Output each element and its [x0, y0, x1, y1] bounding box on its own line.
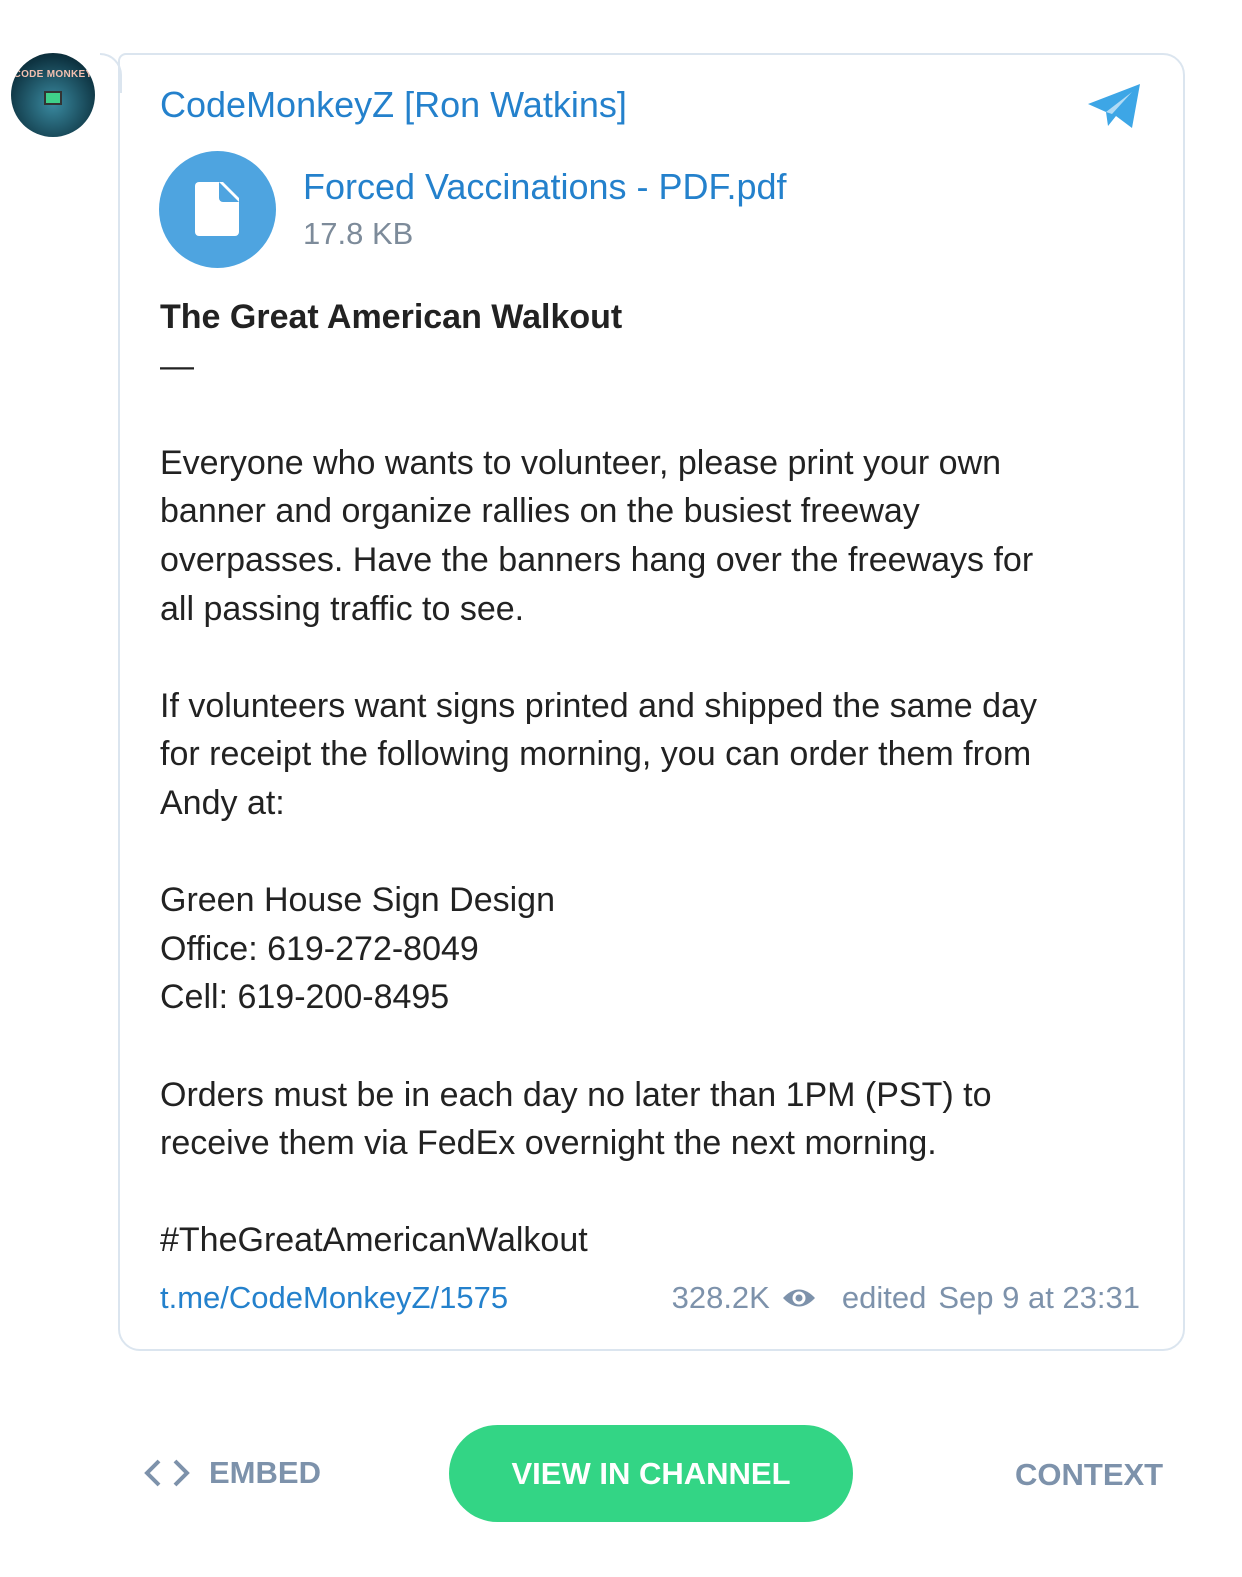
message-title: The Great American Walkout	[160, 298, 623, 336]
embed-label: EMBED	[209, 1455, 321, 1490]
text-line: Office: 619-272-8049	[160, 929, 479, 968]
message-paragraph	[160, 876, 1160, 1022]
message-paragraph	[160, 439, 1160, 633]
telegram-logo-icon[interactable]	[1086, 82, 1144, 132]
file-download-button[interactable]	[159, 151, 276, 268]
action-bar	[0, 1425, 1242, 1522]
post-link[interactable]: t.me/CodeMonkeyZ/1575	[160, 1280, 509, 1315]
edited-label: edited	[841, 1280, 927, 1315]
text-line: Cell: 619-200-8495	[160, 978, 450, 1017]
embed-button[interactable]	[143, 1455, 321, 1491]
text-line: receive them via FedEx overnight the next morning.	[160, 1124, 937, 1163]
eye-icon	[782, 1287, 816, 1309]
avatar-computer-graphic	[44, 91, 62, 105]
text-line: all passing traffic to see.	[160, 589, 525, 628]
context-button[interactable]: CONTEXT	[1015, 1457, 1164, 1492]
text-line: overpasses. Have the banners hang over the freeways for	[160, 540, 1034, 579]
avatar-logo-text: CODE MONKEY	[13, 69, 93, 80]
text-line: Andy at:	[160, 783, 285, 822]
text-line: banner and organize rallies on the busiest freeway	[160, 492, 920, 531]
text-line: Green House Sign Design	[160, 881, 556, 920]
view-in-channel-button[interactable]: VIEW IN CHANNEL	[449, 1425, 853, 1522]
text-line: Everyone who wants to volunteer, please print your own	[160, 443, 1002, 482]
text-line: #TheGreatAmericanWalkout	[160, 1221, 588, 1260]
channel-author-link[interactable]: CodeMonkeyZ [Ron Watkins]	[160, 84, 627, 125]
document-icon	[195, 182, 239, 236]
post-date: Sep 9 at 23:31	[938, 1280, 1140, 1315]
text-line: If volunteers want signs printed and shipped the same day	[160, 686, 1037, 725]
file-name-link[interactable]: Forced Vaccinations - PDF.pdf	[303, 166, 787, 207]
message-dash: —	[160, 346, 194, 385]
view-count: 328.2K	[671, 1280, 770, 1315]
code-brackets-icon	[143, 1458, 191, 1488]
channel-avatar[interactable]	[11, 53, 95, 137]
message-paragraph	[160, 682, 1160, 828]
message-text	[160, 293, 1160, 1265]
message-paragraph	[160, 1216, 1160, 1265]
text-line: Orders must be in each day no later than 1PM (PST) to	[160, 1075, 992, 1114]
message-paragraph	[160, 1071, 1160, 1168]
text-line: for receipt the following morning, you can order them from	[160, 735, 1032, 774]
file-size: 17.8 KB	[303, 216, 414, 251]
